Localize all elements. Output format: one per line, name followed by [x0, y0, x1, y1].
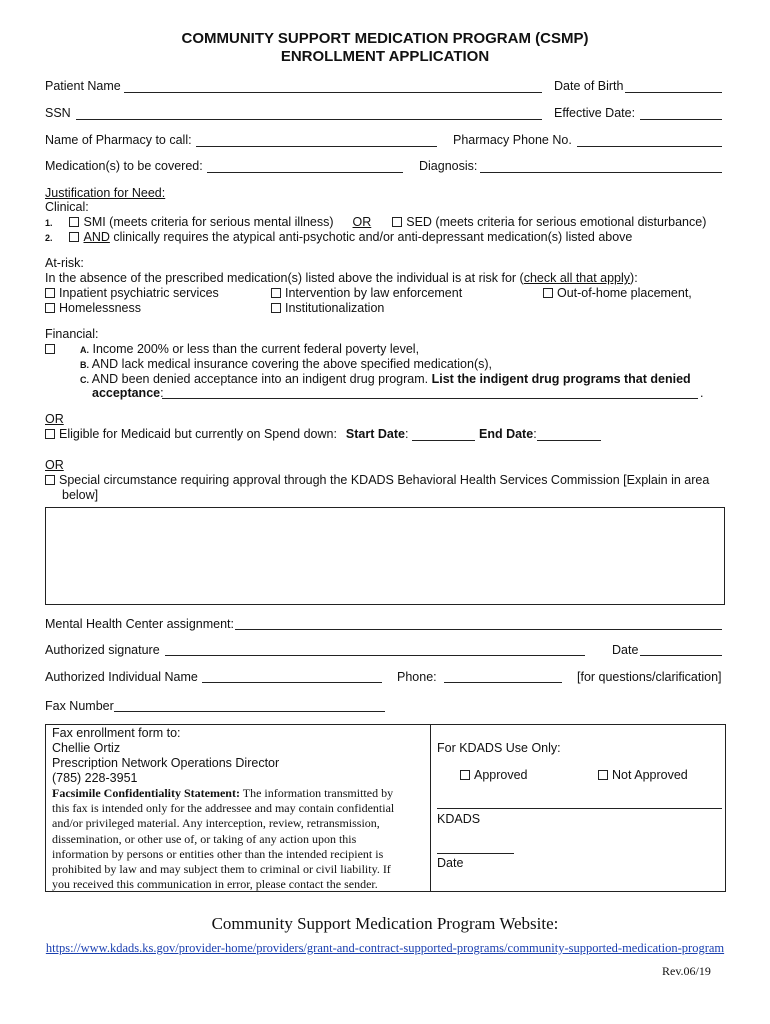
special-checkbox[interactable]	[45, 475, 55, 485]
financial-item-b	[80, 357, 492, 371]
form-title: COMMUNITY SUPPORT MEDICATION PROGRAM (CSMP)	[181, 30, 589, 47]
at-risk-intro-end: ):	[630, 271, 638, 285]
fax-contact-phone: (785) 228-3951	[52, 771, 138, 785]
confidentiality-line: this fax is intended only for the addressee and may contain confidential	[52, 801, 395, 816]
phone-label: Phone:	[397, 670, 437, 684]
confidentiality-line: information by persons or entities other than the intended recipient is	[52, 846, 384, 861]
special-option[interactable]	[45, 473, 709, 487]
special-label-cont: below]	[62, 488, 99, 502]
item-letter: A.	[80, 345, 89, 355]
indigent-programs-field[interactable]	[162, 398, 698, 399]
law-enforcement-option[interactable]	[271, 286, 462, 300]
acceptance-label: acceptance	[92, 386, 161, 400]
financial-c-text: AND been denied acceptance into an indigent drug program.	[91, 372, 429, 386]
dob-label: Date of Birth	[554, 79, 624, 93]
auth-signature-label: Authorized signature	[45, 643, 160, 657]
medications-label: Medication(s) to be covered:	[45, 159, 203, 173]
signature-date-label: Date	[612, 643, 639, 657]
homelessness-checkbox[interactable]	[45, 303, 55, 313]
auth-name-label: Authorized Individual Name	[45, 670, 198, 684]
mhc-field[interactable]	[235, 629, 722, 630]
confidentiality-statement	[52, 786, 394, 892]
not-approved-label: Not Approved	[612, 768, 688, 782]
phone-field[interactable]	[444, 682, 562, 683]
explain-textarea[interactable]	[45, 507, 725, 605]
homelessness-option[interactable]	[45, 301, 141, 315]
auth-name-field[interactable]	[202, 682, 382, 683]
end-date-field[interactable]	[537, 440, 601, 441]
confidentiality-line: and/or privileged material. Any interception, review, retransmission,	[52, 816, 380, 831]
confidentiality-heading: Facsimile Confidentiality Statement:	[52, 786, 240, 800]
start-date-label: Start Date	[345, 427, 405, 441]
website-title: Community Support Medication Program Website:	[211, 914, 559, 933]
item-number: 1.	[45, 218, 53, 228]
medications-field[interactable]	[207, 172, 403, 173]
atypical-label: clinically requires the atypical anti-psychotic and/or anti-depressant medication(s) listed above	[113, 230, 633, 244]
questions-note: [for questions/clarification]	[577, 670, 722, 684]
approved-checkbox[interactable]	[460, 770, 470, 780]
clinical-item-2	[45, 230, 632, 244]
item-number: 2.	[45, 233, 53, 243]
not-approved-checkbox[interactable]	[598, 770, 608, 780]
kdads-signature-field[interactable]	[437, 808, 722, 809]
financial-c-bold: List the indigent drug programs that denied	[431, 372, 691, 386]
item-letter: C.	[80, 375, 89, 385]
financial-checkbox[interactable]	[45, 344, 55, 354]
at-risk-intro	[45, 271, 638, 285]
diagnosis-label: Diagnosis:	[419, 159, 478, 173]
pharmacy-phone-label: Pharmacy Phone No.	[453, 133, 572, 147]
patient-name-field[interactable]	[124, 92, 542, 93]
financial-checkbox-row	[45, 342, 59, 356]
patient-name-label: Patient Name	[45, 79, 121, 93]
fax-contact-name: Chellie Ortiz	[52, 741, 121, 755]
website-link[interactable]: https://www.kdads.ks.gov/provider-home/providers/grant-and-contract-supported-programs/community-supported-medication-program	[45, 941, 725, 955]
dob-field[interactable]	[625, 92, 722, 93]
fax-number-field[interactable]	[114, 711, 385, 712]
confidentiality-line: The information transmitted by	[242, 786, 394, 800]
acceptance-row	[92, 386, 164, 400]
confidentiality-line: you received this communication in error, please contact the sender.	[52, 877, 378, 892]
pharmacy-phone-field[interactable]	[577, 146, 722, 147]
clinical-heading: Clinical:	[45, 200, 89, 214]
financial-item-a	[80, 342, 419, 356]
at-risk-heading: At-risk:	[45, 256, 84, 270]
ssn-label: SSN	[45, 106, 71, 120]
acceptance-period: .	[700, 386, 704, 400]
kdads-heading: For KDADS Use Only:	[437, 741, 561, 755]
sed-label: SED (meets criteria for serious emotional disturbance)	[406, 215, 707, 229]
approved-label: Approved	[474, 768, 528, 782]
financial-item-c	[80, 372, 691, 386]
out-of-home-label: Out-of-home placement,	[557, 286, 692, 300]
effective-date-field[interactable]	[640, 119, 722, 120]
kdads-date-label: Date	[437, 856, 464, 870]
fax-contact-role: Prescription Network Operations Director	[52, 756, 280, 770]
special-label: Special circumstance requiring approval through the KDADS Behavioral Health Services Commission [Explain in area	[59, 473, 710, 487]
or-label: OR	[45, 412, 64, 426]
form-subtitle: ENROLLMENT APPLICATION	[280, 48, 490, 65]
atypical-checkbox[interactable]	[69, 232, 79, 242]
colon: :	[404, 427, 409, 441]
out-of-home-checkbox[interactable]	[543, 288, 553, 298]
medicaid-label: Eligible for Medicaid but currently on Spend down:	[59, 427, 337, 441]
financial-b-text: AND lack medical insurance covering the above specified medication(s),	[91, 357, 492, 371]
institutionalization-option[interactable]	[271, 301, 384, 315]
start-date-field[interactable]	[412, 440, 475, 441]
law-enforcement-label: Intervention by law enforcement	[285, 286, 463, 300]
ssn-field[interactable]	[76, 119, 542, 120]
institutionalization-label: Institutionalization	[285, 301, 385, 315]
inpatient-option[interactable]	[45, 286, 219, 300]
end-date-label: End Date	[479, 427, 534, 441]
sed-checkbox[interactable]	[392, 217, 402, 227]
mhc-label: Mental Health Center assignment:	[45, 617, 234, 631]
fax-number-label: Fax Number	[45, 699, 114, 713]
fax-heading: Fax enrollment form to:	[52, 726, 181, 740]
homelessness-label: Homelessness	[59, 301, 141, 315]
check-all-label: check all that apply	[523, 271, 631, 285]
pharmacy-name-field[interactable]	[196, 146, 437, 147]
confidentiality-line: dissemination, or other use of, or taking of any action upon this	[52, 831, 357, 846]
medicaid-checkbox[interactable]	[45, 429, 55, 439]
kdads-label: KDADS	[437, 812, 481, 826]
clinical-item-1	[45, 215, 706, 229]
revision-label: Rev.06/19	[662, 964, 711, 978]
approved-option[interactable]	[460, 768, 528, 782]
and-label: AND	[83, 230, 110, 244]
kdads-date-field[interactable]	[437, 853, 514, 854]
confidentiality-line: prohibited by law and may subject them to criminal or civil liability. If	[52, 862, 391, 877]
smi-label: SMI (meets criteria for serious mental illness)	[83, 215, 334, 229]
law-enforcement-checkbox[interactable]	[271, 288, 281, 298]
item-letter: B.	[80, 360, 89, 370]
institutionalization-checkbox[interactable]	[271, 303, 281, 313]
financial-heading: Financial:	[45, 327, 99, 341]
or-label: OR	[352, 215, 372, 229]
end-date-group	[479, 427, 537, 441]
inpatient-label: Inpatient psychiatric services	[59, 286, 219, 300]
at-risk-intro-text: In the absence of the prescribed medication(s) listed above the individual is at risk for (	[45, 271, 524, 285]
inpatient-checkbox[interactable]	[45, 288, 55, 298]
out-of-home-option[interactable]	[543, 286, 692, 300]
colon: :	[533, 427, 537, 441]
or-label: OR	[45, 458, 64, 472]
acceptance-colon: :	[160, 386, 164, 400]
medicaid-option[interactable]	[45, 427, 408, 441]
signature-date-field[interactable]	[640, 655, 722, 656]
diagnosis-field[interactable]	[480, 172, 722, 173]
not-approved-option[interactable]	[598, 768, 688, 782]
auth-signature-field[interactable]	[165, 655, 585, 656]
financial-a-text: Income 200% or less than the current federal poverty level,	[92, 342, 420, 356]
smi-checkbox[interactable]	[69, 217, 79, 227]
effective-date-label: Effective Date:	[554, 106, 636, 120]
justification-heading: Justification for Need:	[45, 186, 166, 200]
pharmacy-name-label: Name of Pharmacy to call:	[45, 133, 192, 147]
